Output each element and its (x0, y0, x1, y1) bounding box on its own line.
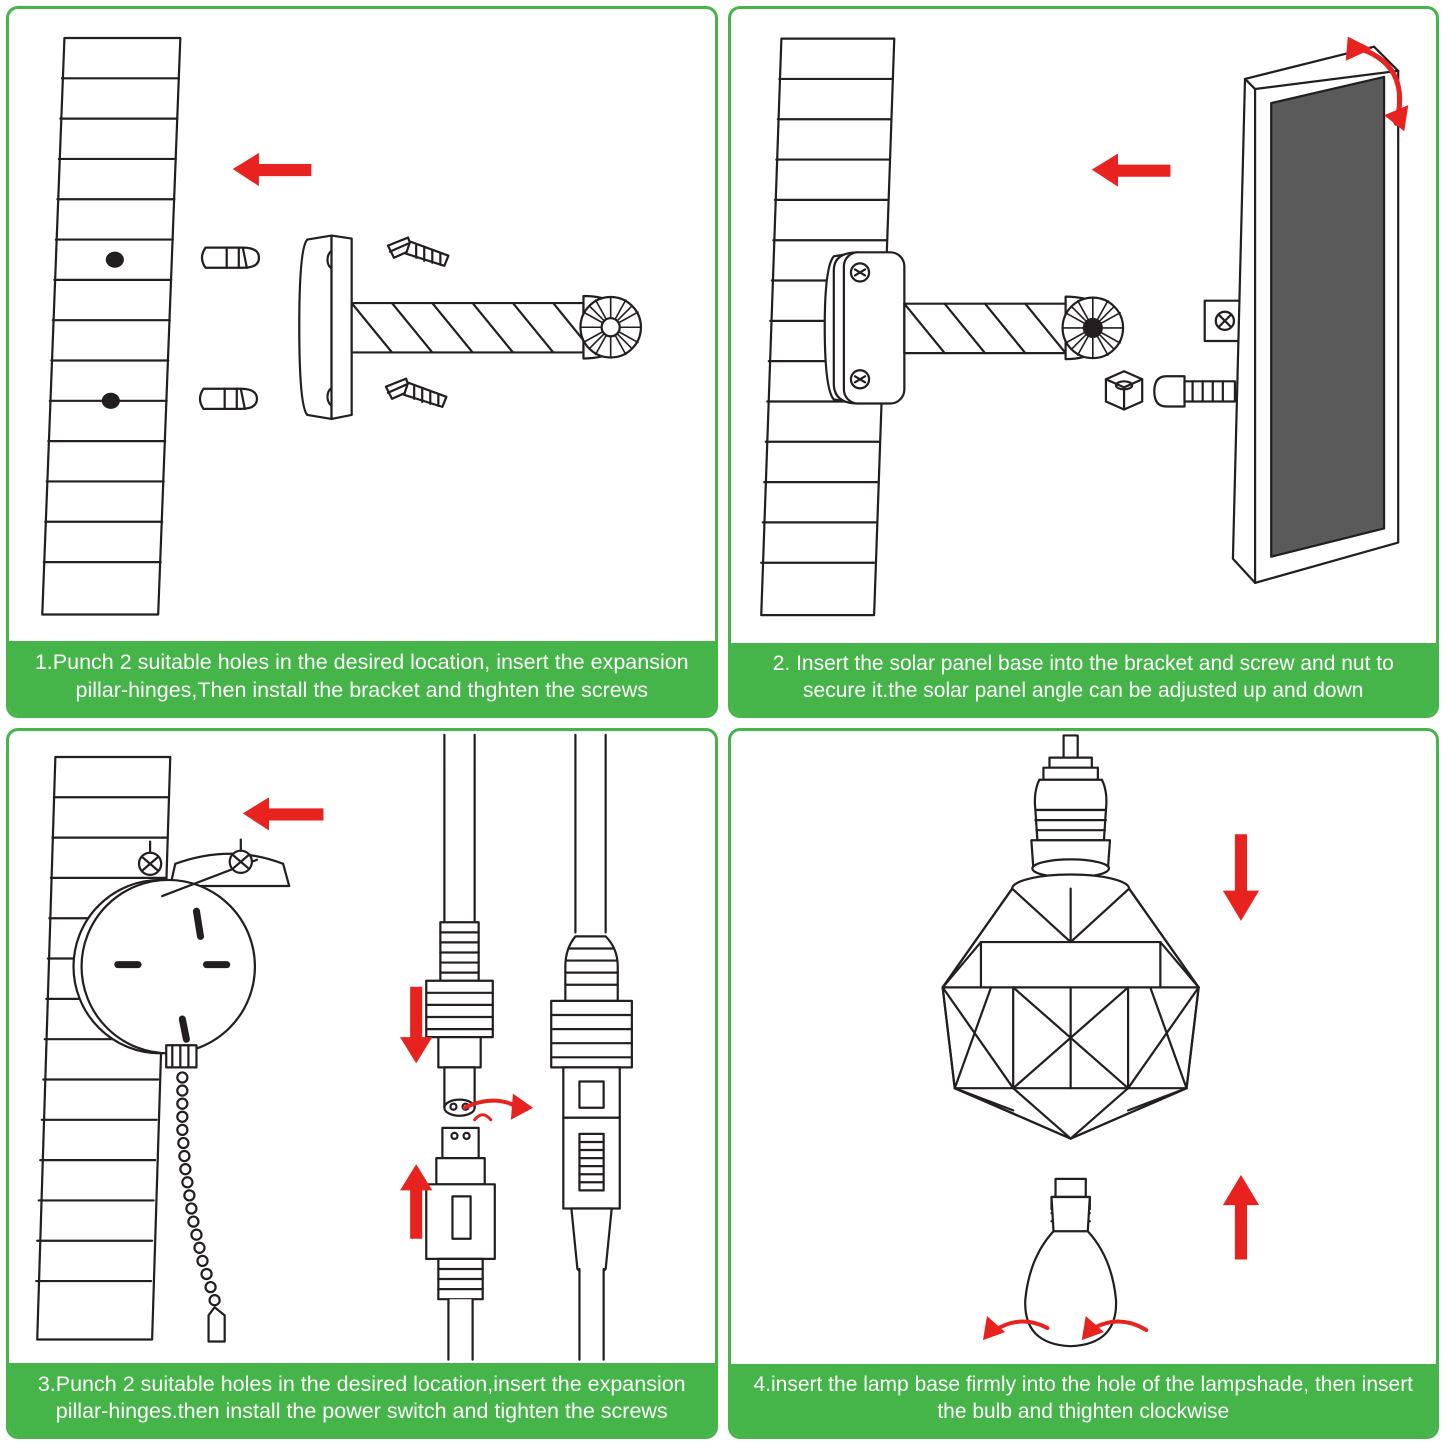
hex-nut (1105, 371, 1141, 409)
twist-arrow-head (511, 1093, 533, 1119)
solar-panel (1232, 47, 1397, 583)
step-panel-4 (728, 728, 1440, 1440)
bolt (1154, 376, 1235, 406)
lamp-socket (1031, 735, 1110, 877)
step-panel-2 (728, 6, 1440, 718)
step-2-caption: 2. Insert the solar panel base into the bracket and screw and nut to secure it.the solar panel angle can be adjusted up and down (731, 643, 1437, 715)
drill-hole (102, 393, 120, 409)
expansion-anchor (200, 389, 257, 409)
step-3-illustration (9, 731, 715, 1363)
direction-arrow-left (233, 153, 312, 186)
screw (386, 379, 446, 407)
arrow-down (1222, 834, 1258, 921)
step-4-illustration (731, 731, 1437, 1365)
wall-bracket-arm (299, 236, 641, 419)
mounted-bracket (824, 252, 1122, 403)
step-3-drawing (9, 731, 715, 1363)
step-2-drawing (731, 9, 1437, 643)
female-connector-plug (426, 1114, 495, 1359)
step-panel-1 (6, 6, 718, 718)
expansion-anchor (202, 248, 259, 268)
drill-hole (106, 252, 124, 268)
pull-chain (177, 1072, 224, 1341)
screw (230, 839, 252, 872)
female-connector (551, 734, 632, 1359)
cage-lampshade (942, 874, 1198, 1138)
step-3-caption: 3.Punch 2 suitable holes in the desired location,insert the expansion pillar-hinges.then install the power switch and tighten the screws (9, 1363, 715, 1436)
direction-arrow-left (1091, 154, 1170, 187)
step-4-caption: 4.insert the lamp base firmly into the hole of the lampshade, then insert the bulb and thighten clockwise (731, 1364, 1437, 1436)
step-panel-3 (6, 728, 718, 1440)
edison-bulb (1025, 1178, 1116, 1345)
step-1-drawing (9, 9, 715, 641)
step-1-caption: 1.Punch 2 suitable holes in the desired location, insert the expansion pillar-hinges,Then install the bracket and thghten the screws (9, 641, 715, 714)
brick-wall (42, 38, 180, 614)
arrow-up (1222, 1174, 1258, 1259)
screw (388, 238, 448, 266)
step-2-illustration (731, 9, 1437, 643)
step-1-illustration (9, 9, 715, 641)
step-4-drawing (731, 731, 1437, 1365)
male-connector (426, 734, 493, 1115)
direction-arrow-left (243, 797, 324, 830)
